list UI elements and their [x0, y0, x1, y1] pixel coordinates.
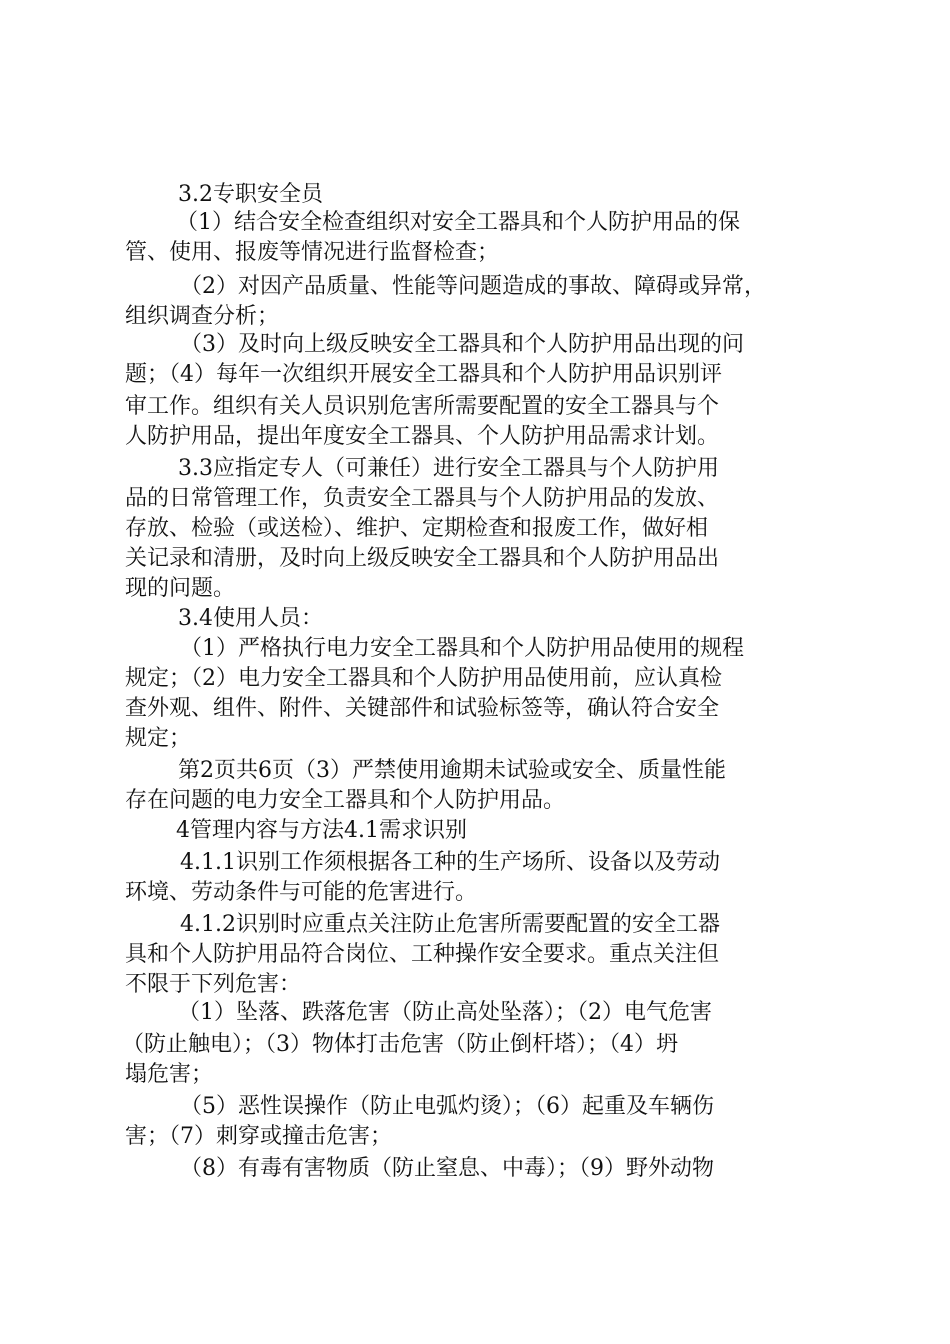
paragraph-line: 品的日常管理工作，负责安全工器具与个人防护用品的发放、: [125, 486, 720, 511]
paragraph-line: （1）坠落、跌落危害（防止高处坠落）；（2）电气危害: [178, 1000, 712, 1025]
paragraph-line: 不限于下列危害：: [125, 972, 302, 997]
paragraph-line: （3）及时向上级反映安全工器具和个人防护用品出现的问: [180, 332, 744, 357]
paragraph-line: 塌危害；: [125, 1062, 214, 1087]
paragraph-line: 组织调查分析；: [125, 304, 280, 329]
heading-3-3-line: 3.3应指定专人（可兼任）进行安全工器具与个人防护用: [178, 456, 719, 481]
heading-3-4: 3.4使用人员：: [178, 606, 323, 631]
paragraph-line: 存放、检验（或送检）、维护、定期检查和报废工作，做好相: [125, 516, 709, 541]
paragraph-line: 管、使用、报废等情况进行监督检查；: [125, 240, 500, 265]
paragraph-line: 查外观、组件、附件、关键部件和试验标签等，确认符合安全: [125, 696, 720, 721]
paragraph-line: （8）有毒有害物质（防止窒息、中毒）；（9）野外动物: [180, 1156, 714, 1181]
paragraph-line: 4.1.1识别工作须根据各工种的生产场所、设备以及劳动: [180, 850, 720, 875]
paragraph-line: 人防护用品，提出年度安全工器具、个人防护用品需求计划。: [125, 424, 720, 449]
paragraph-line: （5）恶性误操作（防止电弧灼烫）；（6）起重及车辆伤: [180, 1094, 714, 1119]
heading-4: 4管理内容与方法4.1需求识别: [176, 818, 467, 843]
paragraph-line: 存在问题的电力安全工器具和个人防护用品。: [125, 788, 566, 813]
paragraph-line-page-number: 第2页共6页（3）严禁使用逾期未试验或安全、质量性能: [178, 758, 726, 783]
paragraph-line: 害；（7）刺穿或撞击危害；: [125, 1124, 392, 1149]
paragraph-line: 关记录和清册，及时向上级反映安全工器具和个人防护用品出: [125, 546, 720, 571]
paragraph-line: 规定；: [125, 726, 192, 751]
paragraph-line: 环境、劳动条件与可能的危害进行。: [125, 880, 478, 905]
paragraph-line: 4.1.2识别时应重点关注防止危害所需要配置的安全工器: [180, 912, 720, 937]
paragraph-line: 审工作。组织有关人员识别危害所需要配置的安全工器具与个: [125, 394, 720, 419]
paragraph-line: 题；（4）每年一次组织开展安全工器具和个人防护用品识别评: [125, 362, 722, 387]
paragraph-line: （防止触电）；（3）物体打击危害（防止倒杆塔）；（4）坍: [122, 1032, 678, 1057]
paragraph-line: 具和个人防护用品符合岗位、工种操作安全要求。重点关注但: [125, 942, 720, 967]
heading-3-2: 3.2专职安全员: [178, 182, 323, 207]
paragraph-line: （1）结合安全检查组织对安全工器具和个人防护用品的保: [176, 210, 740, 235]
paragraph-line: 规定；（2）电力安全工器具和个人防护用品使用前，应认真检: [125, 666, 722, 691]
paragraph-line: （2）对因产品质量、性能等问题造成的事故、障碍或异常，: [180, 274, 766, 299]
paragraph-line: （1）严格执行电力安全工器具和个人防护用品使用的规程: [180, 636, 744, 661]
paragraph-line: 现的问题。: [125, 576, 236, 601]
